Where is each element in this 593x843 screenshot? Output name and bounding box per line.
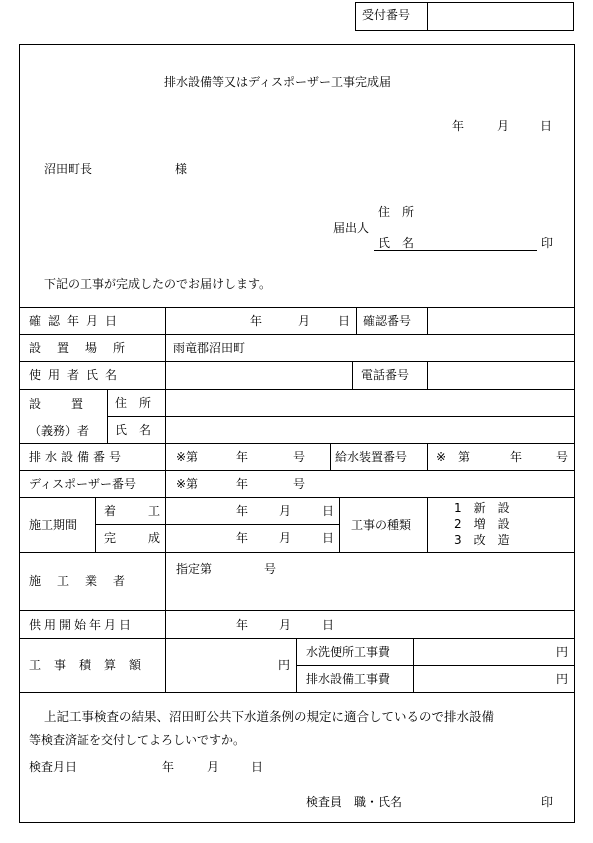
inspector-label: 検査員 職・氏名	[306, 795, 403, 809]
row-line-5	[19, 443, 575, 444]
inspection-text-line1: 上記工事検査の結果、沼田町公共下水道条例の規定に適合しているので排水設備	[44, 709, 495, 724]
contractor-label: 施工業者	[29, 574, 142, 588]
form-title: 排水設備等又はディスポーザー工事完成届	[164, 75, 392, 89]
drain-no-label: 排水設備番号	[29, 450, 126, 464]
user-name-label: 使用者氏名	[29, 368, 125, 382]
applicant-name-underline	[374, 250, 537, 251]
phone-value[interactable]	[433, 368, 563, 382]
confirm-date-label: 確認年月日	[29, 314, 125, 328]
period-start-year: 年	[236, 504, 249, 518]
drain-no-year: 年	[236, 450, 249, 464]
row-line-7	[19, 497, 575, 498]
applicant-address-label: 住 所	[378, 205, 415, 219]
drain-no-mark: ※第	[176, 450, 199, 464]
water-no-mark: ※ 第	[436, 450, 471, 464]
addressee: 沼田町長	[44, 162, 93, 176]
form-frame	[19, 44, 575, 823]
header-day: 日	[540, 119, 553, 133]
period-subdivider	[95, 497, 96, 552]
inspection-text-line2: 等検査済証を交付してよろしいですか。	[29, 733, 246, 747]
location-label: 設置場所	[29, 341, 142, 355]
row-line-8	[19, 552, 575, 553]
installer-label-top: 設 置	[29, 397, 86, 411]
water-no-year: 年	[510, 450, 523, 464]
work-type-option-3[interactable]: 3 改 造	[454, 533, 510, 547]
receipt-label: 受付番号	[362, 8, 411, 22]
contractor-no-suffix: 号	[264, 562, 277, 576]
cost-divider-a	[296, 638, 297, 692]
row-line-4b	[107, 416, 575, 417]
installer-name-label: 氏 名	[115, 423, 152, 437]
period-start-day: 日	[322, 504, 335, 518]
applicant-label: 届出人	[333, 221, 370, 235]
applicant-seal: 印	[541, 236, 554, 250]
label-col-divider	[165, 307, 166, 692]
period-end-year: 年	[236, 531, 249, 545]
period-label: 施工期間	[29, 518, 78, 532]
row-line-7b	[95, 524, 339, 525]
row-line-4	[19, 389, 575, 390]
service-start-label: 供用開始年月日	[29, 618, 135, 632]
row-line-6	[19, 470, 575, 471]
inspection-month: 月	[207, 760, 220, 774]
intro-text: 下記の工事が完成したのでお届けします。	[44, 277, 272, 291]
disposer-no-suffix: 号	[293, 477, 306, 491]
worktype-divider-a	[339, 497, 340, 552]
applicant-name-label: 氏 名	[378, 236, 415, 250]
water-no-suffix: 号	[556, 450, 569, 464]
drain-no-suffix: 号	[293, 450, 306, 464]
contractor-designated: 指定第	[176, 562, 213, 576]
work-type-option-2[interactable]: 2 増 設	[454, 517, 510, 531]
addressee-honorific: 様	[175, 162, 188, 176]
period-end-month: 月	[279, 531, 292, 545]
receipt-value[interactable]	[434, 8, 564, 22]
estimate-yen: 円	[278, 658, 291, 672]
drain-cost-label: 排水設備工事費	[306, 672, 391, 686]
phone-label: 電話番号	[361, 368, 410, 382]
toilet-cost-label: 水洗便所工事費	[306, 645, 391, 659]
confirm-no-value[interactable]	[433, 314, 563, 328]
phone-divider-a	[352, 361, 353, 389]
installer-address-label: 住 所	[115, 396, 152, 410]
row-line-10b	[296, 665, 575, 666]
installer-subdivider	[107, 389, 108, 443]
period-start-month: 月	[279, 504, 292, 518]
header-month: 月	[497, 119, 510, 133]
row-line-11	[19, 692, 575, 693]
toilet-cost-yen: 円	[556, 645, 569, 659]
installer-label-bottom: （義務）者	[29, 424, 90, 438]
header-year: 年	[452, 119, 465, 133]
row-line-9	[19, 610, 575, 611]
row-line-2	[19, 334, 575, 335]
receipt-divider	[427, 2, 428, 31]
work-type-option-1[interactable]: 1 新 設	[454, 501, 510, 515]
confirm-date-month: 月	[298, 314, 311, 328]
disposer-no-mark: ※第	[176, 477, 199, 491]
user-name-value[interactable]	[173, 368, 343, 382]
disposer-no-year: 年	[236, 477, 249, 491]
confirm-no-divider-a	[356, 307, 357, 334]
inspection-date-label: 検査月日	[29, 760, 78, 774]
disposer-no-label: ディスポーザー番号	[29, 477, 137, 491]
estimate-label: 工事積算額	[29, 658, 155, 672]
service-start-day: 日	[322, 618, 335, 632]
phone-divider-b	[427, 361, 428, 389]
period-end-day: 日	[322, 531, 335, 545]
row-line-1	[19, 307, 575, 308]
period-end-label: 完 成	[104, 531, 171, 545]
confirm-no-divider-b	[427, 307, 428, 334]
period-start-label: 着 工	[104, 504, 171, 518]
confirm-no-label: 確認番号	[363, 314, 412, 328]
location-value[interactable]: 雨竜郡沼田町	[173, 341, 246, 355]
water-no-label: 給水装置番号	[335, 450, 408, 464]
inspector-seal: 印	[541, 795, 554, 809]
confirm-date-day: 日	[338, 314, 351, 328]
service-start-month: 月	[279, 618, 292, 632]
service-start-year: 年	[236, 618, 249, 632]
drain-cost-yen: 円	[556, 672, 569, 686]
water-divider-b	[427, 443, 428, 470]
row-line-3	[19, 361, 575, 362]
inspection-day: 日	[251, 760, 264, 774]
inspection-year: 年	[162, 760, 175, 774]
row-line-10	[19, 638, 575, 639]
cost-divider-b	[413, 638, 414, 692]
work-type-label: 工事の種類	[351, 518, 412, 532]
worktype-divider-b	[427, 497, 428, 552]
confirm-date-year: 年	[250, 314, 263, 328]
water-divider-a	[330, 443, 331, 470]
